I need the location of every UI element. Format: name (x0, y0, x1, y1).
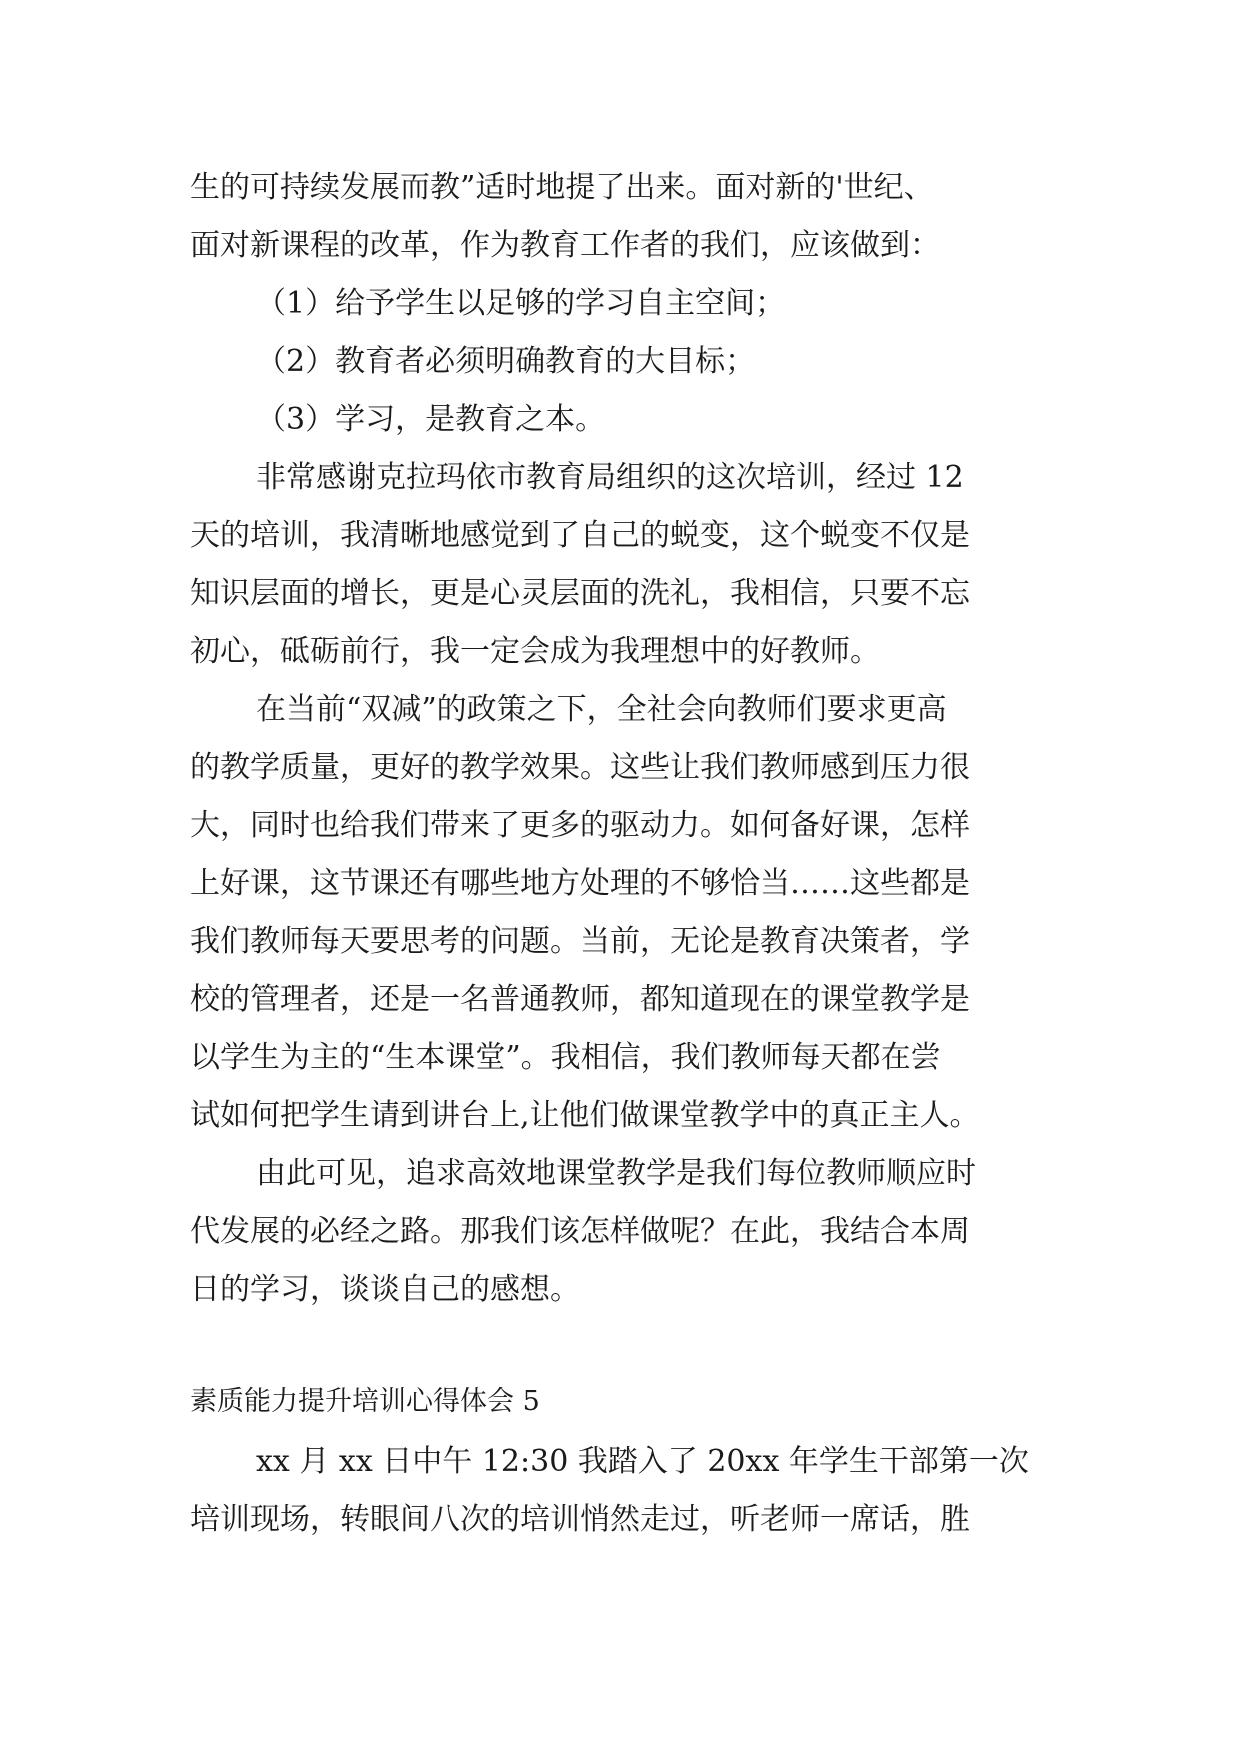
paragraph-line: 以学生为主的“生本课堂”。我相信，我们教师每天都在尝 (190, 1040, 941, 1075)
paragraph-line: 大，同时也给我们带来了更多的驱动力。如何备好课，怎样 (190, 808, 970, 843)
paragraph-line: 在当前“双减”的政策之下，全社会向教师们要求更高 (256, 692, 947, 727)
paragraph-line: 日的学习，谈谈自己的感想。 (190, 1272, 580, 1307)
paragraph-line: 天的培训，我清晰地感觉到了自己的蜕变，这个蜕变不仅是 (190, 518, 970, 553)
list-item: （1）给予学生以足够的学习自主空间； (256, 286, 786, 321)
paragraph-line: 校的管理者，还是一名普通教师，都知道现在的课堂教学是 (190, 982, 970, 1017)
paragraph-line: 试如何把学生请到讲台上,让他们做课堂教学中的真正主人。 (190, 1098, 980, 1133)
paragraph-line: 代发展的必经之路。那我们该怎样做呢？在此，我结合本周 (190, 1214, 970, 1249)
list-item: （3）学习，是教育之本。 (256, 402, 606, 437)
text-line: 生的可持续发展而教”适时地提了出来。面对新的'世纪、 (190, 170, 934, 205)
paragraph-line: 上好课，这节课还有哪些地方处理的不够恰当……这些都是 (190, 866, 970, 901)
paragraph-line: 我们教师每天要思考的问题。当前，无论是教育决策者，学 (190, 924, 970, 959)
text-line: 面对新课程的改革，作为教育工作者的我们，应该做到： (190, 228, 940, 263)
paragraph-line: 知识层面的增长，更是心灵层面的洗礼，我相信，只要不忘 (190, 576, 970, 611)
list-item: （2）教育者必须明确教育的大目标； (256, 344, 756, 379)
paragraph-line: xx 月 xx 日中午 12:30 我踏入了 20xx 年学生干部第一次 (256, 1444, 1029, 1479)
paragraph-line: 由此可见，追求高效地课堂教学是我们每位教师顺应时 (256, 1156, 976, 1191)
section-title: 素质能力提升培训心得体会 5 (190, 1386, 540, 1417)
paragraph-line: 初心，砥砺前行，我一定会成为我理想中的好教师。 (190, 634, 880, 669)
paragraph-line: 非常感谢克拉玛依市教育局组织的这次培训，经过 12 (256, 460, 964, 495)
paragraph-line: 的教学质量，更好的教学效果。这些让我们教师感到压力很 (190, 750, 970, 785)
paragraph-line: 培训现场，转眼间八次的培训悄然走过，听老师一席话，胜 (190, 1502, 970, 1537)
